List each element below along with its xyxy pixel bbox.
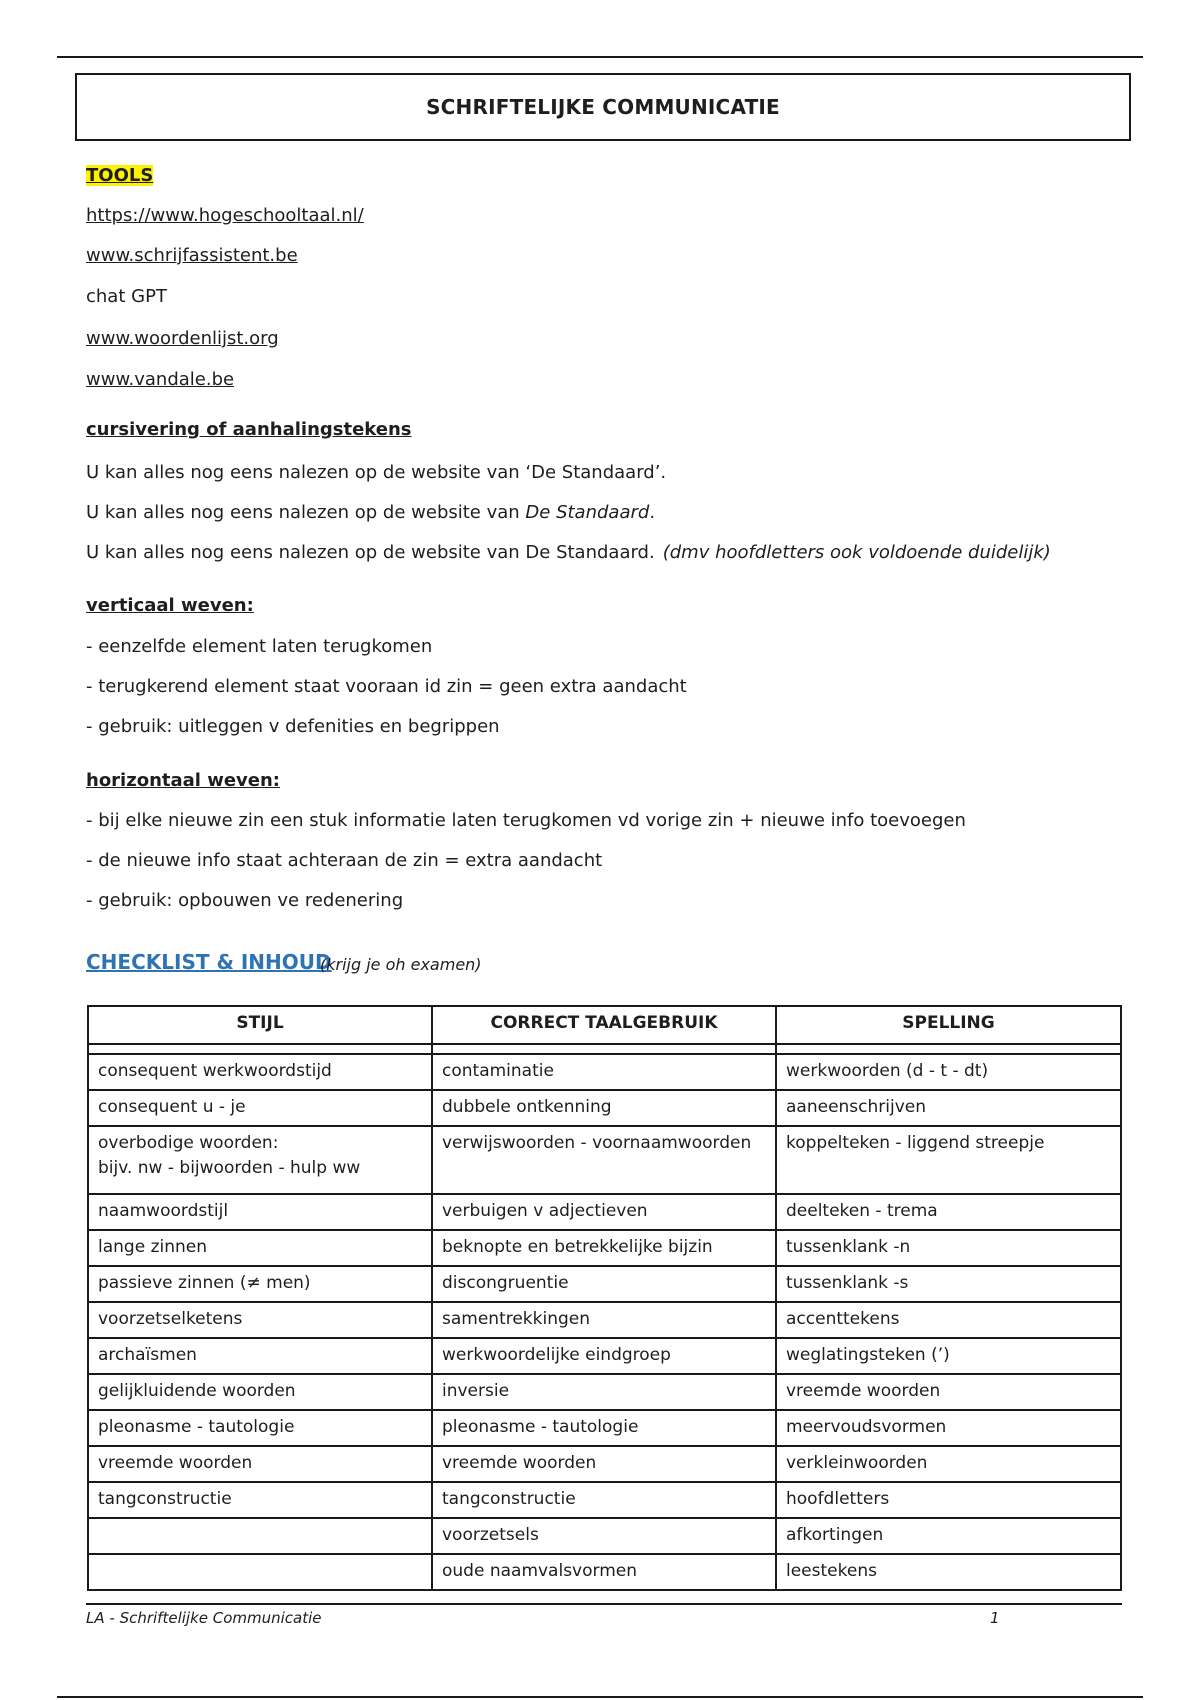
- cursivering-line2-post: .: [649, 502, 656, 523]
- table-row: [88, 1230, 1121, 1266]
- checklist-table: [87, 1005, 1122, 1591]
- table-cell: contaminatie: [432, 1054, 776, 1090]
- table-cell: [88, 1518, 432, 1554]
- cursivering-line2-italic: De Standaard: [525, 502, 650, 523]
- table-cell: inversie: [432, 1374, 776, 1410]
- cursivering-example-italic: [86, 502, 655, 523]
- table-cell: discongruentie: [432, 1266, 776, 1302]
- table-cell: lange zinnen: [88, 1230, 432, 1266]
- footer-title: LA - Schriftelijke Communicatie: [86, 1609, 322, 1627]
- footer-rule: [86, 1603, 1122, 1605]
- bottom-rule: [57, 1696, 1143, 1698]
- tool-link-woordenlijst[interactable]: www.woordenlijst.org: [86, 328, 279, 349]
- table-cell: tussenklank -n: [776, 1230, 1121, 1266]
- checklist-heading: CHECKLIST & INHOUD: [86, 950, 332, 974]
- table-row: [88, 1126, 1121, 1194]
- table-cell: [88, 1126, 432, 1194]
- table-cell: dubbele ontkenning: [432, 1090, 776, 1126]
- table-cell: beknopte en betrekkelijke bijzin: [432, 1230, 776, 1266]
- table-cell: werkwoorden (d - t - dt): [776, 1054, 1121, 1090]
- horizontaal-heading: horizontaal weven:: [86, 770, 281, 791]
- table-cell-line: bijv. nw - bijwoorden - hulp ww: [98, 1158, 361, 1178]
- table-cell: consequent u - je: [88, 1090, 432, 1126]
- table-cell: tangconstructie: [88, 1482, 432, 1518]
- document-title: SCHRIFTELIJKE COMMUNICATIE: [75, 73, 1131, 141]
- table-cell: aaneenschrijven: [776, 1090, 1121, 1126]
- table-row: [88, 1446, 1121, 1482]
- table-row: [88, 1194, 1121, 1230]
- table-cell: [88, 1554, 432, 1590]
- table-cell: tussenklank -s: [776, 1266, 1121, 1302]
- table-cell: verwijswoorden - voornaamwoorden: [432, 1126, 776, 1194]
- horizontaal-item: - gebruik: opbouwen ve redenering: [86, 890, 404, 911]
- table-cell: hoofdletters: [776, 1482, 1121, 1518]
- table-cell: samentrekkingen: [432, 1302, 776, 1338]
- table-cell: werkwoordelijke eindgroep: [432, 1338, 776, 1374]
- table-cell: consequent werkwoordstijd: [88, 1054, 432, 1090]
- cursivering-example-quotes: U kan alles nog eens nalezen op de website van ‘De Standaard’.: [86, 462, 667, 483]
- table-row: [88, 1554, 1121, 1590]
- table-cell: passieve zinnen (≠ men): [88, 1266, 432, 1302]
- horizontaal-item: - de nieuwe info staat achteraan de zin = extra aandacht: [86, 850, 603, 871]
- table-cell: voorzetselketens: [88, 1302, 432, 1338]
- table-cell: verkleinwoorden: [776, 1446, 1121, 1482]
- table-row: [88, 1518, 1121, 1554]
- page-number: 1: [990, 1609, 1000, 1627]
- tools-heading-text: TOOLS: [86, 165, 154, 186]
- column-header-spelling: SPELLING: [776, 1006, 1121, 1044]
- table-cell: [88, 1044, 432, 1054]
- table-cell: [432, 1044, 776, 1054]
- table-cell: vreemde woorden: [432, 1446, 776, 1482]
- table-cell: tangconstructie: [432, 1482, 776, 1518]
- table-cell: pleonasme - tautologie: [88, 1410, 432, 1446]
- cursivering-line3: U kan alles nog eens nalezen op de website van De Standaard.: [86, 542, 655, 563]
- table-cell: archaïsmen: [88, 1338, 432, 1374]
- tools-heading: [86, 165, 153, 186]
- table-cell: oude naamvalsvormen: [432, 1554, 776, 1590]
- tool-chat-gpt: chat GPT: [86, 286, 167, 307]
- table-row: [88, 1482, 1121, 1518]
- table-cell: pleonasme - tautologie: [432, 1410, 776, 1446]
- table-cell: weglatingsteken (’): [776, 1338, 1121, 1374]
- table-cell: vreemde woorden: [88, 1446, 432, 1482]
- table-cell: meervoudsvormen: [776, 1410, 1121, 1446]
- column-header-stijl: STIJL: [88, 1006, 432, 1044]
- table-row: [88, 1266, 1121, 1302]
- table-cell: voorzetsels: [432, 1518, 776, 1554]
- table-cell: gelijkluidende woorden: [88, 1374, 432, 1410]
- table-cell: naamwoordstijl: [88, 1194, 432, 1230]
- horizontaal-item: - bij elke nieuwe zin een stuk informatie laten terugkomen vd vorige zin + nieuwe info toevoegen: [86, 810, 966, 831]
- table-cell: koppelteken - liggend streepje: [776, 1126, 1121, 1194]
- table-cell: leestekens: [776, 1554, 1121, 1590]
- cursivering-line2-pre: U kan alles nog eens nalezen op de website van: [86, 502, 526, 523]
- cursivering-example-capitals: [86, 542, 1051, 563]
- table-row: [88, 1090, 1121, 1126]
- column-header-correct-taalgebruik: CORRECT TAALGEBRUIK: [432, 1006, 776, 1044]
- verticaal-item: - gebruik: uitleggen v defenities en begrippen: [86, 716, 500, 737]
- cursivering-line3-note: (dmv hoofdletters ook voldoende duidelijk): [662, 542, 1051, 563]
- table-row: [88, 1302, 1121, 1338]
- verticaal-item: - eenzelfde element laten terugkomen: [86, 636, 433, 657]
- table-cell: deelteken - trema: [776, 1194, 1121, 1230]
- top-rule: [57, 56, 1143, 58]
- table-cell: verbuigen v adjectieven: [432, 1194, 776, 1230]
- table-row: [88, 1410, 1121, 1446]
- table-row: [88, 1374, 1121, 1410]
- tool-link-hogeschooltaal[interactable]: https://www.hogeschooltaal.nl/: [86, 205, 364, 226]
- table-cell-line: overbodige woorden:: [98, 1133, 279, 1153]
- verticaal-item: - terugkerend element staat vooraan id zin = geen extra aandacht: [86, 676, 687, 697]
- table-spacer-row: [88, 1044, 1121, 1054]
- table-cell: vreemde woorden: [776, 1374, 1121, 1410]
- table-row: [88, 1338, 1121, 1374]
- tool-link-schrijfassistent[interactable]: www.schrijfassistent.be: [86, 245, 298, 266]
- table-cell: afkortingen: [776, 1518, 1121, 1554]
- tool-link-vandale[interactable]: www.vandale.be: [86, 369, 235, 390]
- table-cell: [776, 1044, 1121, 1054]
- table-header-row: [88, 1006, 1121, 1044]
- cursivering-heading: cursivering of aanhalingstekens: [86, 419, 412, 440]
- checklist-note: (krijg je oh examen): [320, 955, 482, 974]
- verticaal-heading: verticaal weven:: [86, 595, 254, 616]
- table-row: [88, 1054, 1121, 1090]
- table-cell: accenttekens: [776, 1302, 1121, 1338]
